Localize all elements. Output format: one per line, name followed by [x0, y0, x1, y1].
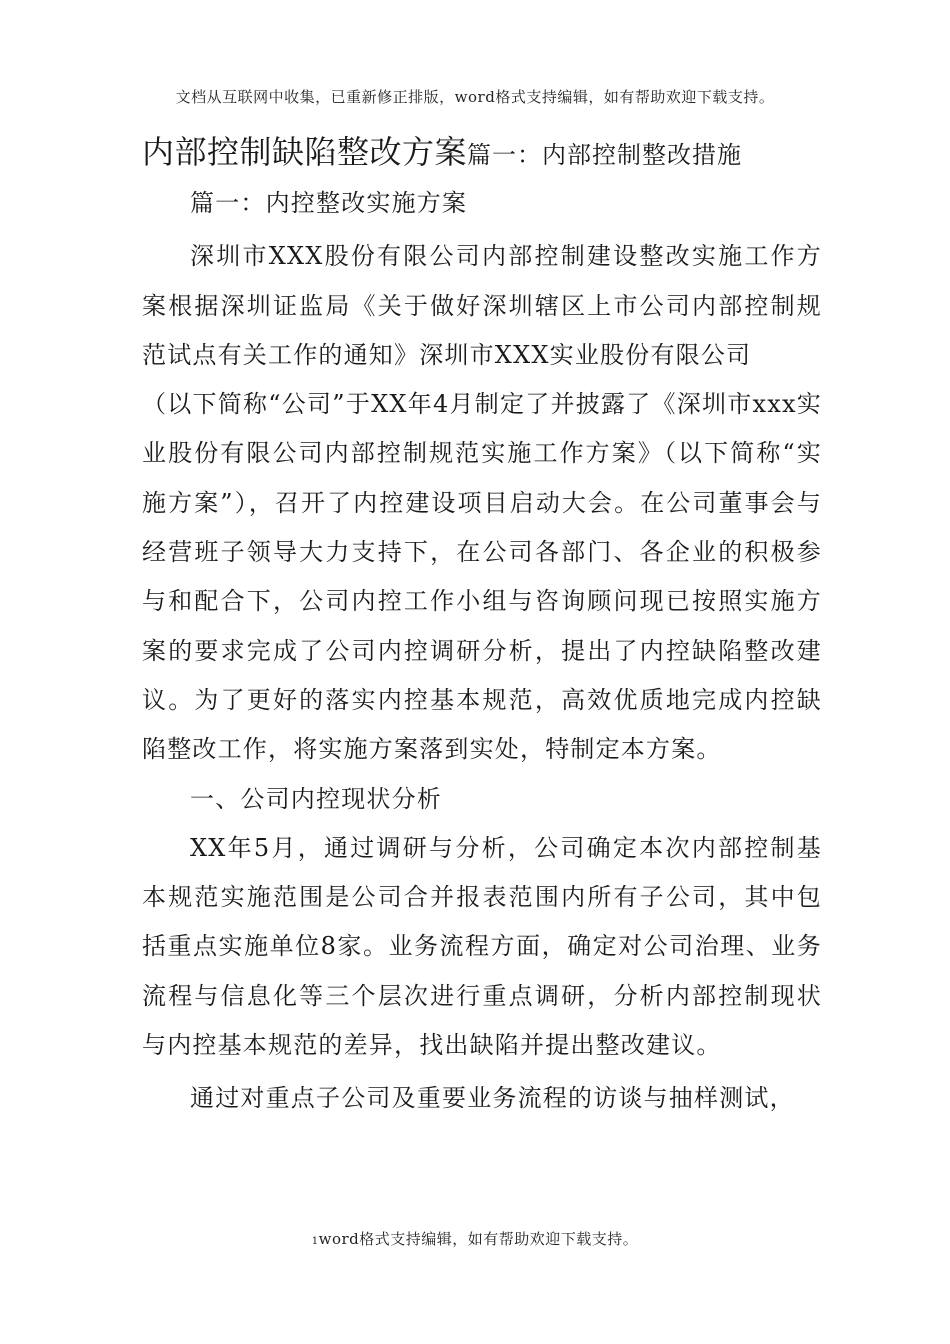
footer-text: word格式支持编辑，如有帮助欢迎下载支持。 — [318, 1230, 639, 1248]
title-sub: 篇一：内部控制整改措施 — [467, 141, 743, 169]
page-header: 文档从互联网中收集，已重新修正排版，word格式支持编辑，如有帮助欢迎下载支持。 — [175, 88, 775, 106]
paragraph-4: 通过对重点子公司及重要业务流程的访谈与抽样测试， — [190, 1084, 795, 1113]
paragraph-3: XX年5月，通过调研与分析，公司确定本次内部控制基本规范实施范围是公司合并报表范围内所有子公司，其中包括重点实施单位8家。业务流程方面，确定对公司治理、业务流程与信息化等三个层次进行重点调研，分析内部控制现状与内控基本规范的差异，找出缺陷并提出整改建议。 — [142, 833, 822, 1060]
heading-1: 一、公司内控现状分析 — [190, 784, 442, 813]
document-body — [142, 128, 822, 1124]
section-heading: 篇一：内控整改实施方案 — [190, 189, 468, 217]
page-number: 1 — [311, 1236, 319, 1247]
paragraph-2: （以下简称“公司”于XX年4月制定了并披露了《深圳市xxx实业股份有限公司内部控制规范实施工作方案》（以下简称“实施方案”），召开了内控建设项目启动大会。在公司董事会与经营班子领导大力支持下，在公司各部门、各企业的积极参与和配合下，公司内控工作小组与咨询顾问现已按照实施方案的要求完成了公司内控调研分析，提出了内控缺陷整改建议。为了更好的落实内控基本规范，高效优质地完成内控缺陷整改工作，将实施方案落到实处，特制定本方案。 — [142, 390, 822, 764]
page-footer — [0, 1228, 950, 1249]
document-title — [142, 128, 822, 179]
paragraph-1: 深圳市XXX股份有限公司内部控制建设整改实施工作方案根据深圳证监局《关于做好深圳辖区上市公司内部控制规范试点有关工作的通知》深圳市XXX实业股份有限公司 — [142, 242, 822, 369]
title-main: 内部控制缺陷整改方案 — [142, 133, 468, 171]
